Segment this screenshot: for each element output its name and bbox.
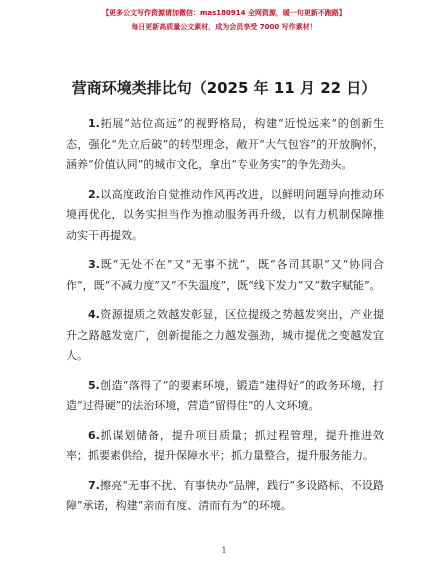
promo-banner-line-2: 每日更新高质量公文素材，成为会员享受 7000 写作素材！ xyxy=(131,23,317,31)
paragraph-number: 7. xyxy=(88,478,100,492)
paragraph-number: 5. xyxy=(88,378,100,392)
document-title: 营商环境类排比句（2025 年 11 月 22 日） xyxy=(71,79,377,97)
paragraph xyxy=(66,376,384,417)
paragraph-text: 拓展“站位高远”的视野格局，构建“近悦远来”的创新生态，强化“先立后破”的转型理念，敞开“大气包容”的开放胸怀，涵养“价值认同”的城市文化，拿出“专业务实”的争先劲头。 xyxy=(66,117,384,171)
paragraph-text: 创造“落得了”的要素环境，锻造“建得好”的政务环境，打造“过得硬”的法治环境，营造“留得住”的人文环境。 xyxy=(66,378,384,412)
paragraph-text: 以高度政治自觉推动作风再改进，以鲜明问题导向推动环境再优化，以务实担当作为推动服务再升级，以有力机制保障推动实干再提效。 xyxy=(66,187,384,242)
paragraph xyxy=(66,305,384,367)
paragraph xyxy=(66,255,384,296)
paragraph-text: 既“无处不在”又“无事不扰”，既“各司其职”又“协同合作”，既“不减力度”又“不失温度”，既“线下发力”又“数字赋能”。 xyxy=(66,258,384,292)
paragraph-number: 1. xyxy=(88,117,100,130)
promo-banner-line-1: 【更多公文写作资源请加微信：mas180914 全网资源，暖一句更新不跑路】 xyxy=(102,9,346,17)
paragraph-number: 2. xyxy=(88,187,100,201)
paragraph xyxy=(66,185,384,247)
paragraph xyxy=(66,114,384,176)
document-body xyxy=(66,114,384,526)
page-number: 1 xyxy=(221,546,227,555)
paragraph-text: 抓谋划储备，提升项目质量；抓过程管理，提升推进效率；抓要素供给，提升保障水平；抓力量整合，提升服务能力。 xyxy=(66,428,384,462)
paragraph-text: 擦亮“无事不扰、有事快办”品牌，践行“多设路标、不设路障”承诺，构建“亲而有度、清而有为”的环境。 xyxy=(66,478,384,512)
paragraph-number: 3. xyxy=(88,258,100,271)
paragraph xyxy=(66,476,384,517)
paragraph-text: 资源提质之效越发彰显，区位提级之势越发突出，产业提升之路越发宽广，创新提能之力越发强劲，城市提优之变越发宜人。 xyxy=(66,308,384,362)
paragraph-number: 4. xyxy=(88,308,100,321)
paragraph-number: 6. xyxy=(88,428,100,442)
promo-banner xyxy=(0,6,448,34)
paragraph xyxy=(66,426,384,467)
